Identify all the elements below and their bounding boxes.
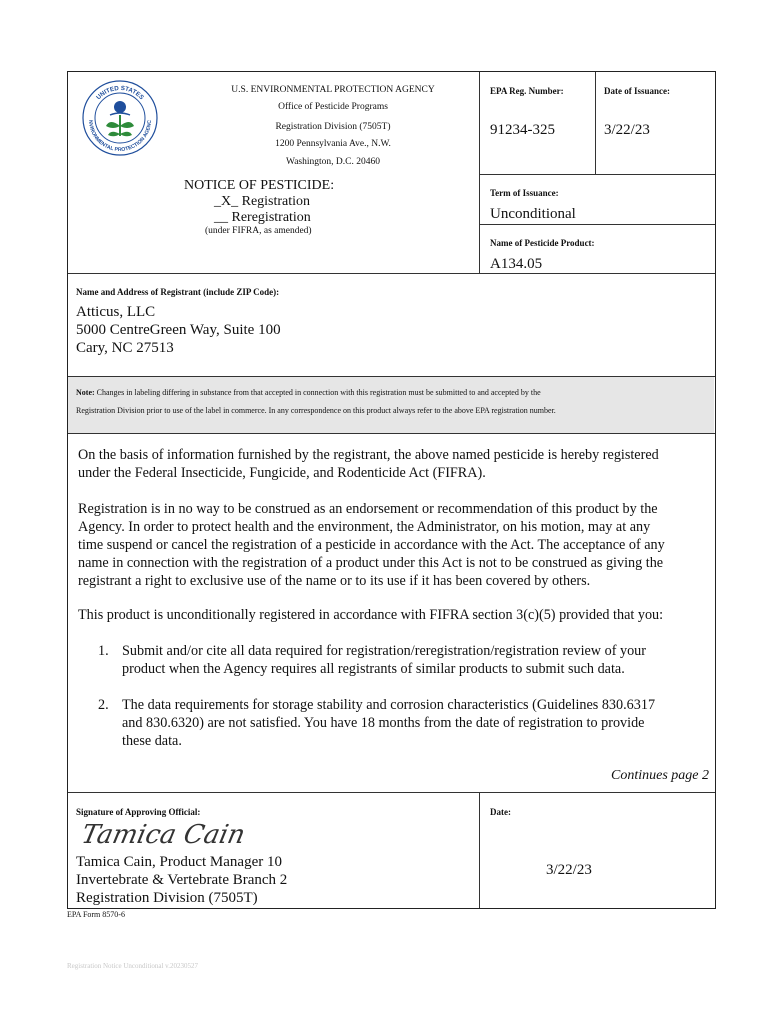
city-address: Washington, D.C. 20460 [286,157,380,167]
body-paragraph-2-line-4: name in connection with the registration of a product under this Act is not to be construed as giving the [78,555,664,571]
term-value: Unconditional [490,206,576,222]
seal-text-top: UNITED STATES [95,84,145,102]
date-of-issuance-label: Date of Issuance: [604,86,670,96]
agency-name: U.S. ENVIRONMENTAL PROTECTION AGENCY [231,85,435,95]
note-line-1 [76,388,706,397]
body-paragraph-1-line-2: under the Federal Insecticide, Fungicide, and Rodenticide Act (FIFRA). [78,465,486,481]
official-signature: Tamica Cain [78,820,248,850]
signature-date: 3/22/23 [546,862,592,878]
condition-item-1-line-1: Submit and/or cite all data required for registration/reregistration/registration review of your [122,643,646,659]
official-name-title: Tamica Cain, Product Manager 10 [76,854,282,870]
registration-form [67,71,716,909]
epa-seal-icon [80,78,160,158]
registrant-street: 5000 CentreGreen Way, Suite 100 [76,322,281,338]
registration-option: _X_ Registration [214,194,311,209]
note-line-2: Registration Division prior to use of the label in commerce. In any correspondence on this product always refer to the above EPA registration number. [76,406,556,415]
condition-item-2-number: 2. [98,697,109,713]
note-text-1: Changes in labeling differing in substance from that accepted in connection with this registration must be submitted to and accepted by the [96,388,541,397]
continues-note: Continues page 2 [611,768,709,783]
body-paragraph-2-line-3: time suspend or cancel the registration of a pesticide in accordance with the Act. The acceptance of any [78,537,665,553]
official-division: Registration Division (7505T) [76,890,258,906]
footer-faint-note: Registration Notice Unconditional v.20230527 [67,962,198,970]
date-of-issuance: 3/22/23 [604,122,650,138]
condition-item-1-number: 1. [98,643,109,659]
body-paragraph-1-line-1: On the basis of information furnished by the registrant, the above named pesticide is hereby registered [78,447,659,463]
product-name-label: Name of Pesticide Product: [490,238,595,248]
note-label: Note: [76,388,95,397]
notice-title: NOTICE OF PESTICIDE: [184,178,335,193]
condition-item-2-line-2: and 830.6320) are not satisfied. You have 18 months from the date of registration to provide [122,715,645,731]
body-paragraph-2-line-2: Agency. In order to protect health and the environment, the Administrator, on his motion, may at any [78,519,651,535]
under-fifra-note: (under FIFRA, as amended) [205,226,312,236]
body-paragraph-3: This product is unconditionally registered in accordance with FIFRA section 3(c)(5) provided that you: [78,607,664,623]
street-address: 1200 Pennsylvania Ave., N.W. [275,139,391,149]
office-name: Office of Pesticide Programs [278,102,388,112]
condition-item-1-line-2: product when the Agency requires all registrants of similar products to submit such data. [122,661,625,677]
body-paragraph-2-line-5: registrant a right to exclusive use of the name or to its use if it has been covered by others. [78,573,591,589]
registrant-name: Atticus, LLC [76,304,156,320]
epa-form-id: EPA Form 8570-6 [67,910,125,919]
term-label: Term of Issuance: [490,188,559,198]
date-label: Date: [490,807,511,817]
body-paragraph-2-line-1: Registration is in no way to be construed as an endorsement or recommendation of this product by the [78,501,658,517]
division-name: Registration Division (7505T) [275,122,391,132]
epa-reg-number-label: EPA Reg. Number: [490,86,564,96]
reregistration-option: __ Reregistration [214,210,311,225]
product-name: A134.05 [490,256,543,272]
registrant-label: Name and Address of Registrant (include ZIP Code): [76,287,280,297]
condition-item-2-line-3: these data. [122,733,182,749]
note-band [68,377,714,433]
epa-reg-number: 91234-325 [490,122,555,138]
official-branch: Invertebrate & Vertebrate Branch 2 [76,872,288,888]
registrant-city: Cary, NC 27513 [76,340,174,356]
seal-text-bottom: NVIRONMENTAL PROTECTION AGENC [86,119,154,154]
signature-label: Signature of Approving Official: [76,807,201,817]
condition-item-2-line-1: The data requirements for storage stability and corrosion characteristics (Guidelines 830.6317 [122,697,656,713]
